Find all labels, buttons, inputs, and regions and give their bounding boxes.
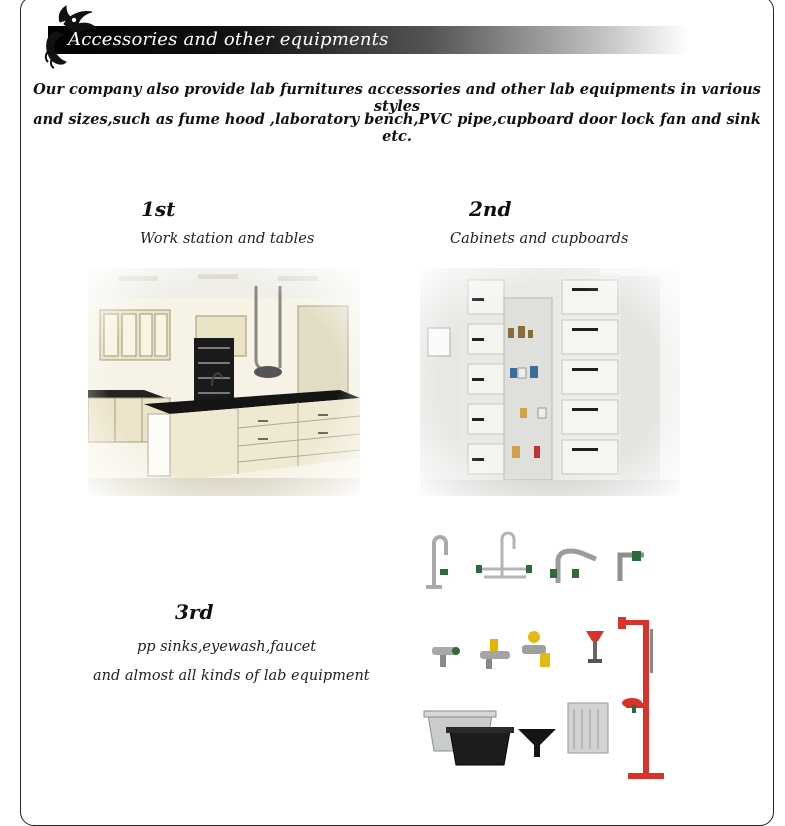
eyewash-small-icon	[586, 631, 604, 663]
pp-sink-black-icon	[446, 727, 514, 765]
funnel-icon	[518, 729, 556, 757]
equipment-collage	[410, 525, 700, 790]
section-1-label: 1st	[141, 197, 176, 221]
section-2-label: 2nd	[469, 197, 512, 221]
intro-line-1: Our company also provide lab furnitures accessories and other lab equipments in various styles	[33, 81, 761, 115]
valve-yellow-hose-icon	[522, 631, 550, 667]
valve-gray-icon	[432, 647, 460, 667]
workstation-photo	[88, 268, 360, 496]
section-2-caption: Cabinets and cupboards	[450, 231, 629, 247]
section-1-caption: Work station and tables	[140, 231, 315, 247]
banner-title: Accessories and other equipments	[68, 29, 389, 50]
valve-yellow-icon	[480, 639, 510, 669]
emergency-shower-icon	[618, 617, 664, 779]
section-3-caption-line-1: pp sinks,eyewash,faucet	[137, 639, 317, 655]
intro-line-2: and sizes,such as fume hood ,laboratory bench,PVC pipe,cupboard door lock fan and sink etc.	[33, 111, 761, 145]
swan-faucet-icon	[558, 551, 596, 583]
cabinet-photo	[420, 268, 680, 496]
gooseneck-faucet-icon	[426, 537, 446, 587]
drying-rack-icon	[568, 703, 608, 753]
section-3-label: 3rd	[175, 600, 214, 624]
section-3-caption-line-2: and almost all kinds of lab equipment	[93, 668, 370, 684]
double-faucet-icon	[480, 533, 530, 577]
